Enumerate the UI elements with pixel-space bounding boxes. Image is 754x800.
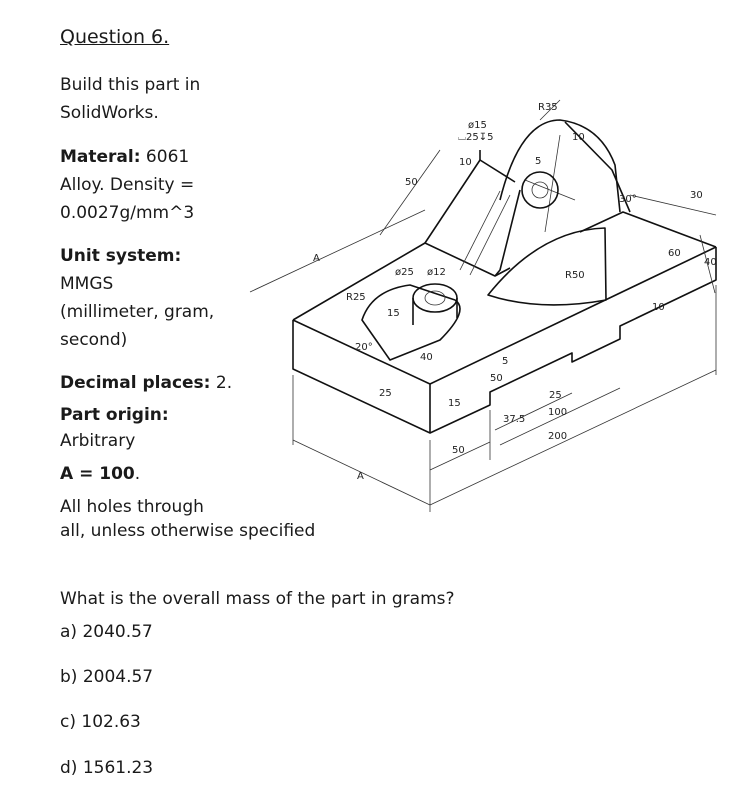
unit-line-1: MMGS bbox=[60, 274, 114, 294]
decimal-value: 2. bbox=[210, 373, 233, 393]
choice-c[interactable]: c) 102.63 bbox=[60, 712, 141, 732]
choice-d[interactable]: d) 1561.23 bbox=[60, 758, 154, 778]
dim-a-bottom: A bbox=[357, 471, 364, 482]
dim-five-slot: 5 bbox=[535, 156, 542, 167]
dim-twentyfive-left: 25 bbox=[379, 388, 392, 399]
decimal-line bbox=[60, 373, 232, 393]
dim-thirty-deg: 30° bbox=[619, 194, 637, 205]
dim-thirty: 30 bbox=[690, 190, 703, 201]
material-value: 6061 bbox=[140, 147, 190, 167]
material-label: Materal: bbox=[60, 147, 141, 167]
dim-fifty-top: 50 bbox=[405, 177, 418, 188]
dim-twenty-deg: 20° bbox=[355, 342, 373, 353]
part-drawing bbox=[236, 88, 736, 528]
dim-forty-boss: 40 bbox=[420, 352, 433, 363]
dim-ten-top: 10 bbox=[459, 157, 472, 168]
dim-dia25: ø25 bbox=[395, 267, 414, 278]
dim-five-mid: 5 bbox=[502, 356, 509, 367]
dim-fifteen-low: 15 bbox=[448, 398, 461, 409]
unit-line-2: (millimeter, gram, bbox=[60, 302, 215, 322]
dim-hundred: 100 bbox=[548, 407, 568, 418]
holes-line-2: all, unless otherwise specified bbox=[60, 521, 316, 541]
intro-line-1: Build this part in bbox=[60, 75, 201, 95]
material-line bbox=[60, 147, 189, 167]
dim-fifteen-boss: 15 bbox=[387, 308, 400, 319]
dim-ten-right: 10 bbox=[572, 132, 585, 143]
choice-b[interactable]: b) 2004.57 bbox=[60, 667, 154, 687]
dim-forty-right: 40 bbox=[704, 257, 717, 268]
density-line-2: 0.0027g/mm^3 bbox=[60, 203, 195, 223]
a-value: A = 100 bbox=[60, 464, 135, 484]
dim-ten-mid: 10 bbox=[652, 302, 665, 313]
dimension-labels bbox=[313, 102, 717, 482]
dim-fifty-mid: 50 bbox=[490, 373, 503, 384]
question-title: Question 6. bbox=[60, 26, 170, 48]
decimal-label: Decimal places: bbox=[60, 373, 211, 393]
dim-twohundred: 200 bbox=[548, 431, 568, 442]
a-value-line bbox=[60, 464, 140, 484]
upper-block bbox=[425, 120, 630, 305]
dim-r25: R25 bbox=[346, 292, 366, 303]
dim-dia12: ø12 bbox=[427, 267, 446, 278]
dim-r50: R50 bbox=[565, 270, 585, 281]
dim-sixty: 60 bbox=[668, 248, 681, 259]
density-line-1: Alloy. Density = bbox=[60, 175, 195, 195]
boss-feature bbox=[362, 284, 460, 360]
dim-cbore: ⌴25↧5 bbox=[458, 132, 494, 143]
dim-a-left: A bbox=[313, 253, 320, 264]
question-prompt: What is the overall mass of the part in grams? bbox=[60, 589, 455, 609]
origin-value: Arbitrary bbox=[60, 431, 136, 451]
dim-dia15: ø15 bbox=[468, 120, 487, 131]
dim-r35: R35 bbox=[538, 102, 558, 113]
origin-label: Part origin: bbox=[60, 405, 169, 425]
intro-line-2: SolidWorks. bbox=[60, 103, 159, 123]
dim-thirtyseven: 37.5 bbox=[503, 414, 526, 425]
choice-a[interactable]: a) 2040.57 bbox=[60, 622, 153, 642]
a-suffix: . bbox=[134, 464, 141, 484]
dim-fifty-bottom: 50 bbox=[452, 445, 465, 456]
dim-twentyfive-right: 25 bbox=[549, 390, 562, 401]
holes-line-1: All holes through bbox=[60, 497, 204, 517]
unit-line-3: second) bbox=[60, 330, 128, 350]
unit-label: Unit system: bbox=[60, 246, 182, 266]
